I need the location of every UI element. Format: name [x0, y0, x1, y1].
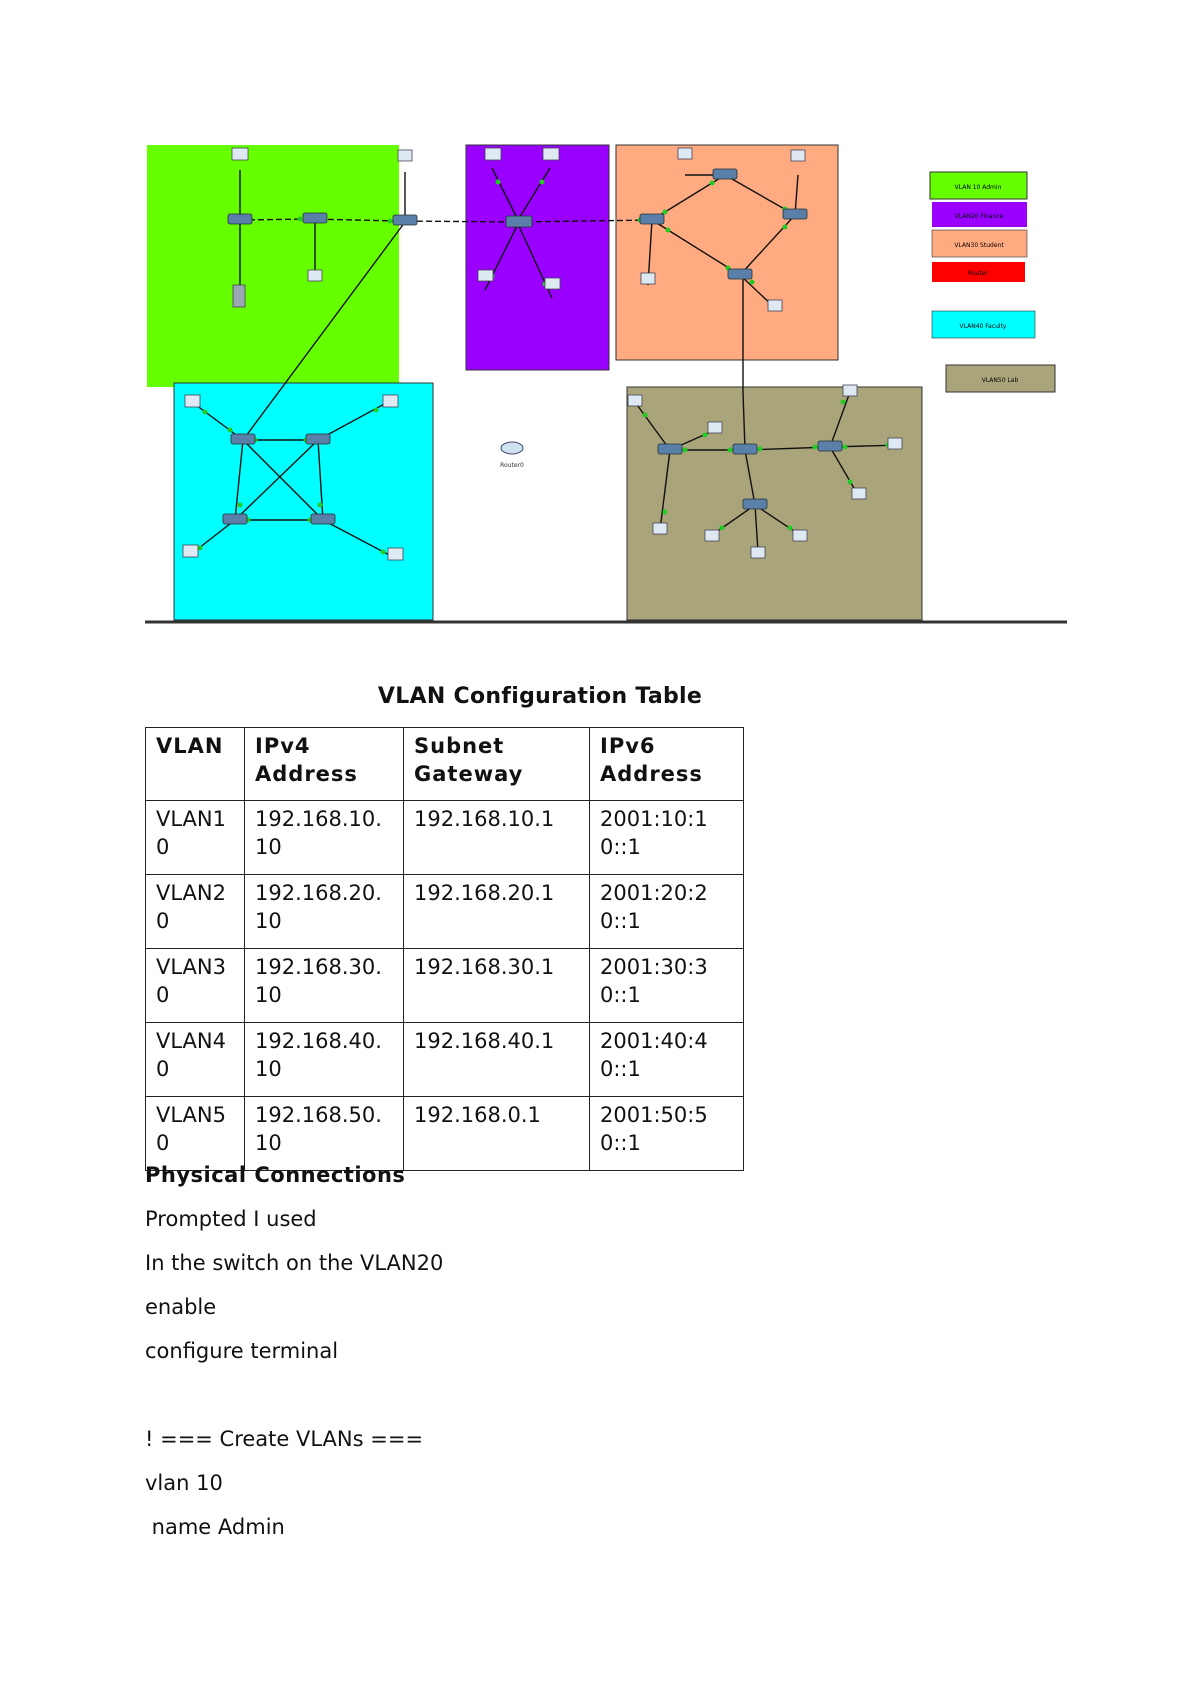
cell-ipv6: 2001:30:30::1: [590, 949, 744, 1023]
legend-label-router: Router: [968, 270, 988, 277]
vlan10-zone: [147, 145, 399, 387]
legend-label-vlan20: VLAN20 Finance: [954, 213, 1004, 220]
network-topology-diagram: [140, 140, 1070, 630]
cell-gateway: 192.168.40.1: [404, 1023, 590, 1097]
cell-vlan: VLAN40: [146, 1023, 245, 1097]
cell-ipv6: 2001:40:40::1: [590, 1023, 744, 1097]
cell-ipv4: 192.168.20.10: [245, 875, 404, 949]
legend-label-vlan10: VLAN 10 Admin: [954, 184, 1002, 191]
body-line: In the switch on the VLAN20: [145, 1251, 444, 1275]
cell-vlan: VLAN10: [146, 801, 245, 875]
code-line: vlan 10: [145, 1471, 223, 1495]
table-row: [146, 801, 744, 875]
cell-ipv4: 192.168.40.10: [245, 1023, 404, 1097]
router-label: Router0: [500, 462, 524, 469]
vlan40-zone: [174, 383, 433, 620]
cell-vlan: VLAN20: [146, 875, 245, 949]
code-line: configure terminal: [145, 1339, 339, 1363]
cell-gateway: 192.168.20.1: [404, 875, 590, 949]
code-line: enable: [145, 1295, 217, 1319]
cell-ipv4: 192.168.50.10: [245, 1097, 404, 1171]
cell-ipv6: 2001:10:10::1: [590, 801, 744, 875]
cell-ipv4: 192.168.30.10: [245, 949, 404, 1023]
header-ipv4: IPv4 Address: [245, 728, 404, 801]
cell-ipv4: 192.168.10.10: [245, 801, 404, 875]
cell-vlan: VLAN50: [146, 1097, 245, 1171]
cell-gateway: 192.168.0.1: [404, 1097, 590, 1171]
body-line: Prompted I used: [145, 1207, 317, 1231]
table-row: [146, 1097, 744, 1171]
cell-gateway: 192.168.30.1: [404, 949, 590, 1023]
cell-ipv6: 2001:20:20::1: [590, 875, 744, 949]
table-row: [146, 949, 744, 1023]
code-line: name Admin: [145, 1515, 285, 1539]
table-header-row: [146, 728, 744, 801]
cell-gateway: 192.168.10.1: [404, 801, 590, 875]
legend-label-vlan40: VLAN40 Faculty: [959, 323, 1007, 330]
router-icon: [500, 442, 524, 469]
header-vlan: VLAN: [146, 728, 245, 801]
table-row: [146, 1023, 744, 1097]
cell-vlan: VLAN30: [146, 949, 245, 1023]
legend: [930, 172, 1055, 392]
code-comment: ! === Create VLANs ===: [145, 1427, 424, 1451]
vlan-configuration-table: [145, 727, 744, 1171]
header-gateway: Subnet Gateway: [404, 728, 590, 801]
section-heading: Physical Connections: [145, 1163, 406, 1187]
table-row: [146, 875, 744, 949]
cell-ipv6: 2001:50:50::1: [590, 1097, 744, 1171]
vlan20-zone: [466, 145, 609, 370]
table-caption: VLAN Configuration Table: [377, 684, 703, 709]
header-ipv6: IPv6 Address: [590, 728, 744, 801]
vlan50-zone: [627, 387, 922, 620]
legend-label-vlan50: VLAN50 Lab: [981, 377, 1019, 384]
legend-label-vlan30: VLAN30 Student: [954, 242, 1004, 249]
